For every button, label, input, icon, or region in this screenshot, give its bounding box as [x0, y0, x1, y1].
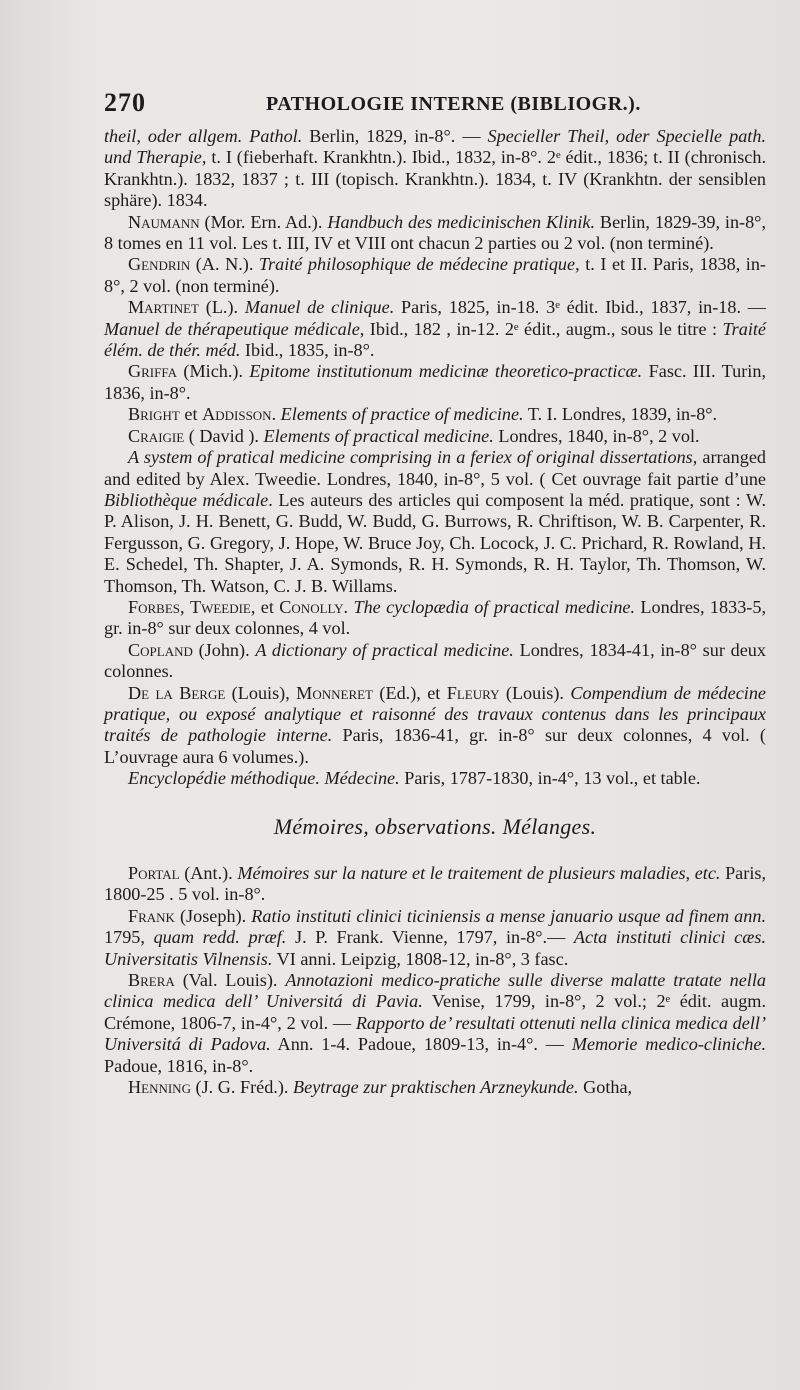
entry-text: (Ant.). — [179, 863, 238, 883]
entry-text: . — [271, 404, 281, 425]
running-title-main: PATHOLOGIE INTERNE — [266, 93, 505, 115]
entry-author: Fleury — [446, 682, 500, 703]
bibliography-entry — [104, 863, 766, 906]
entry-text: Londres, 1834-41, in-8° sur deux colonnes. — [104, 639, 766, 682]
bibliography-list-memoires — [104, 863, 766, 1098]
entry-author: Monneret — [296, 682, 374, 703]
entry-text: Berlin, 1829, in-8°. — — [302, 126, 488, 146]
entry-text: , t. I (fieberhaft. Krankhtn.). Ibid., 1832, in-8°. 2ᵉ édit., 1836; t. II (chronisch. Krankhtn.). 1832, 1837 ; t. III (topisch. Krankhtn.). 1834, t. IV (Krankhtn. der sensiblen sphäre). 1834. — [104, 147, 766, 211]
entry-text: VI anni. Leipzig, 1808-12, in-8°, 3 fasc. — [272, 948, 569, 969]
entry-title: A dictionary of practical medicine. — [255, 639, 514, 660]
entry-text: Londres, 1840, in-8°, 2 vol. — [493, 425, 700, 446]
entry-title: Manuel de clinique. — [244, 297, 395, 318]
entry-title: theil, oder allgem. Pathol. — [104, 126, 303, 146]
entry-title: Epitome institutionum medicinæ theoretico-practicæ. — [249, 361, 643, 382]
entry-text: (L.). — [199, 297, 245, 318]
entry-text: Fasc. III. Turin, 1836, in-8°. — [104, 361, 766, 403]
entry-title: Acta instituti clinici cæs. Universitatis Vilnensis. — [104, 927, 766, 969]
entry-title: Compendium de médecine pratique, ou exposé analytique et raisonné des travaux contenus dans les principaux traités de pathologie interne. — [104, 682, 766, 746]
entry-title: A system of pratical medicine comprising in a feriex of original dissertations — [128, 447, 693, 468]
entry-text: (Mich.). — [177, 361, 250, 382]
entry-author: Tweedie — [189, 596, 251, 617]
entry-text: J. P. Frank. Vienne, 1797, in-8°.— — [286, 927, 574, 948]
bibliography-entry — [104, 597, 766, 640]
entry-text: Paris, 1800-25 . 5 vol. in-8°. — [104, 863, 766, 905]
entry-title: quam redd. præf. — [153, 927, 287, 948]
entry-text: 1795, — [104, 927, 154, 948]
entry-text: (Louis). — [499, 682, 571, 703]
entry-author: De la Berge — [128, 682, 226, 703]
entry-title: Specieller Theil, oder Specielle path. und Therapie — [104, 126, 766, 168]
entry-title: Mémoires sur la nature et le traitement de plusieurs maladies, etc. — [237, 863, 721, 883]
entry-text: ( David ). — [184, 425, 264, 446]
entry-text: Ann. 1-4. Padoue, 1809-13, in-4°. — — [270, 1034, 572, 1055]
entry-text: Ibid., 1835, in-8°. — [240, 340, 375, 361]
entry-text: Padoue, 1816, in-8°. — [104, 1055, 254, 1076]
entry-author: Gendrin — [128, 254, 191, 275]
entry-title: Ratio instituti clinici ticiniensis a mense januario usque ad finem ann. — [251, 905, 766, 926]
entry-author: Naumann — [128, 211, 200, 232]
entry-text: et — [179, 404, 203, 425]
entry-title: Encyclopédie méthodique. Médecine. — [128, 768, 400, 789]
bibliography-entry — [104, 426, 766, 447]
entry-text: , et — [250, 596, 280, 617]
entry-text: Gotha, — [578, 1077, 633, 1098]
entry-title: Rapporto de’ resultati ottenuti nella clinica medica dell’ Universitá di Padova. — [104, 1012, 767, 1055]
bibliography-list-treatises — [104, 126, 766, 790]
bibliography-entry — [104, 126, 766, 212]
bibliography-entry — [104, 1077, 766, 1098]
entry-title: The cyclopædia of practical medicine. — [353, 596, 636, 617]
bibliography-entry — [104, 970, 766, 1077]
page-body — [104, 126, 766, 1098]
bibliography-entry — [104, 404, 766, 425]
page-number: 270 — [104, 88, 146, 117]
entry-text: Paris, 1836-41, gr. in-8° sur deux colonnes, 4 vol. ( L’ouvrage aura 6 volumes.). — [104, 725, 766, 767]
entry-author: Brera — [128, 970, 175, 991]
bibliography-entry — [104, 640, 766, 683]
entry-title: Memorie medico-cliniche. — [571, 1034, 766, 1055]
entry-author: Addisson — [202, 404, 272, 425]
running-header — [104, 88, 760, 120]
entry-author: Craigie — [128, 425, 185, 446]
entry-title: Handbuch des medicinischen Klinik. — [327, 211, 596, 232]
entry-title: Manuel de thérapeutique médicale — [104, 318, 360, 339]
entry-title: Annotazioni medico-pratiche sulle diverse malatte tratate nella clinica medica dell’ Universitá di Pavia. — [104, 970, 766, 1012]
entry-text: , t. I et II. Paris, 1838, in-8°, 2 vol. (non terminé). — [104, 254, 766, 296]
entry-title: Bibliothèque médicale — [104, 489, 269, 510]
entry-author: Martinet — [128, 297, 199, 318]
entry-text: . Les auteurs des articles qui composent la méd. pratique, sont : W. P. Alison, J. H. Benett, G. Budd, W. Budd, G. Burrows, R. Chriftison, W. B. Carpenter, R. Fergusson, G. Gregory, J. Hope, W. Bruce Joy, Ch. Locock, J. C. Prichard, R. Rowland, H. E. Schedel, Th. Shapter, J. A. Symonds, R. H. Symonds, R. H. Taylor, Th. Thomson, W. Thomson, Th. Watson, C. J. B. Willams. — [104, 489, 766, 596]
entry-title: Elements of practice of medicine. — [280, 404, 524, 425]
running-title-sub: (BIBLIOGR.). — [510, 93, 641, 115]
entry-title: Elements of practical medicine. — [263, 425, 494, 446]
entry-text: Paris, 1825, in-18. 3ᵉ édit. Ibid., 1837, in-18. — — [394, 297, 766, 318]
entry-text: (Joseph). — [174, 905, 252, 926]
entry-title: Traité philosophique de médecine pratique — [258, 254, 576, 275]
bibliography-entry — [104, 297, 766, 361]
entry-text: (Ed.), et — [373, 682, 447, 703]
entry-text: Berlin, 1829-39, in-8°, 8 tomes en 11 vol. Les t. III, IV et VIII ont chacun 2 parties ou 2 vol. (non terminé). — [104, 211, 767, 254]
entry-author: Forbes — [128, 596, 181, 617]
entry-text: , arranged and edited by Alex. Tweedie. Londres, 1840, in-8°, 5 vol. ( Cet ouvrage fait partie d’une — [104, 447, 766, 489]
bibliography-entry — [104, 768, 766, 789]
entry-author: Copland — [128, 639, 193, 660]
entry-author: Griffa — [128, 361, 178, 382]
entry-text: Venise, 1799, in-8°, 2 vol.; 2ᵉ édit. augm. Crémone, 1806-7, in-4°, 2 vol. — — [104, 991, 766, 1033]
bibliography-entry — [104, 683, 766, 769]
entry-text: Paris, 1787-1830, in-4°, 13 vol., et table. — [399, 768, 701, 789]
bibliography-entry — [104, 254, 766, 297]
entry-text: , Ibid., 182 , in-12. 2ᵉ édit., augm., sous le titre : — [359, 318, 723, 339]
entry-author: Conolly — [279, 596, 344, 617]
entry-text: Londres, 1833-5, gr. in-8° sur deux colonnes, 4 vol. — [104, 596, 766, 639]
entry-text: (J. G. Fréd.). — [190, 1077, 294, 1098]
entry-text: T. I. Londres, 1839, in-8°. — [523, 404, 718, 425]
entry-text: (Mor. Ern. Ad.). — [199, 211, 328, 232]
section-heading: Mémoires, observations. Mélanges. — [273, 813, 597, 839]
entry-author: Frank — [128, 905, 175, 926]
entry-text: (John). — [192, 639, 256, 660]
bibliography-entry — [104, 447, 766, 597]
entry-text: . — [343, 596, 354, 617]
entry-text: , — [180, 596, 190, 617]
entry-author: Bright — [128, 404, 180, 425]
entry-author: Portal — [128, 863, 180, 883]
entry-text: (Val. Louis). — [174, 970, 286, 991]
entry-text: (Louis), — [225, 682, 297, 703]
bibliography-entry — [104, 361, 766, 404]
entry-title: Traité élém. de thér. méd. — [104, 318, 767, 361]
entry-title: Beytrage zur praktischen Arzneykunde. — [293, 1077, 579, 1098]
bibliography-entry — [104, 212, 766, 255]
entry-author: Henning — [128, 1077, 191, 1098]
bibliography-entry — [104, 906, 766, 970]
entry-text: (A. N.). — [190, 254, 259, 275]
running-title — [266, 93, 641, 116]
